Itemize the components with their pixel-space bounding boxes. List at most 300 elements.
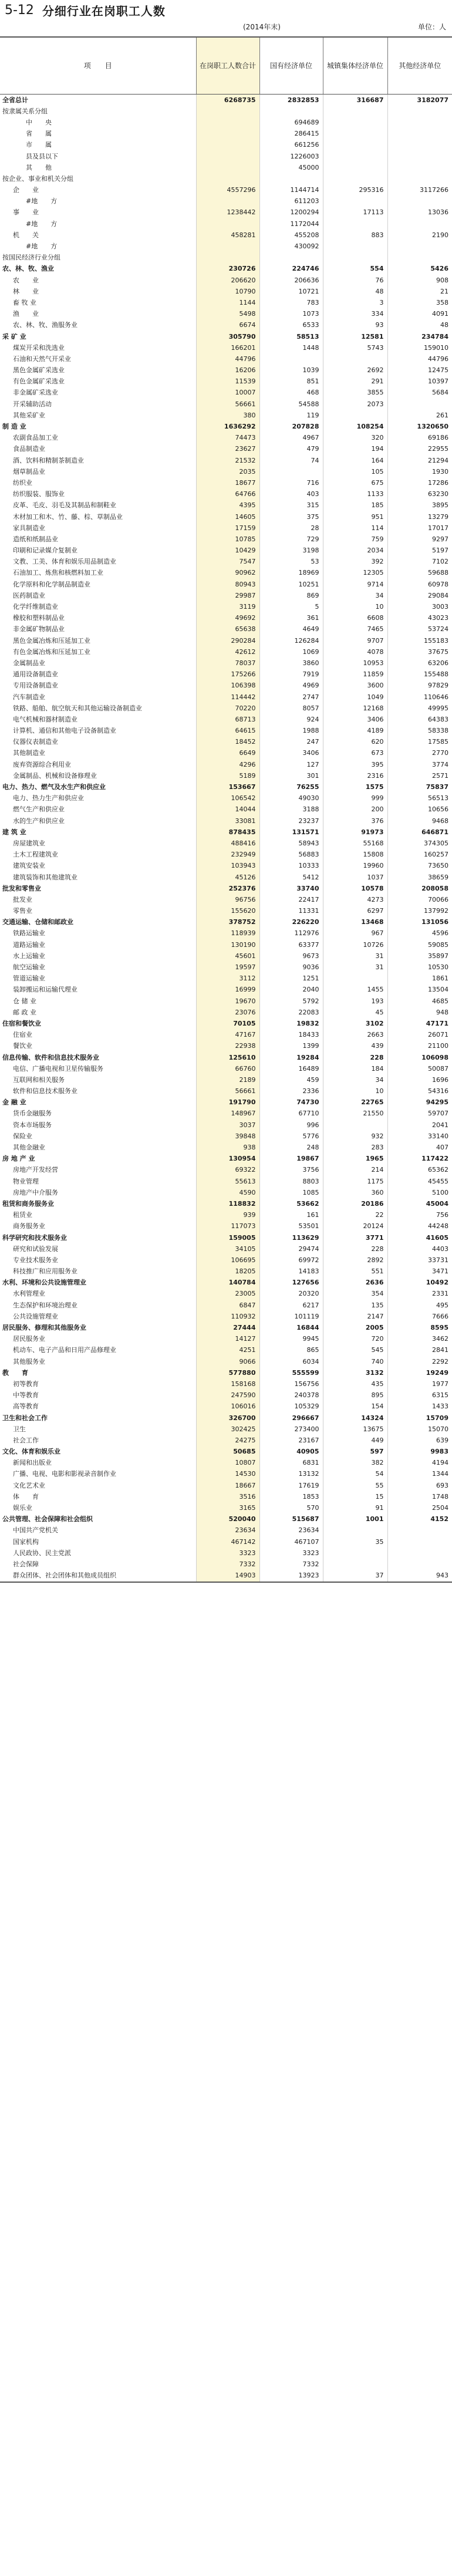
cell-other: 2571 — [387, 770, 452, 781]
cell-total: 22938 — [196, 1041, 259, 1052]
cell-total: 68713 — [196, 714, 259, 725]
cell-other: 261 — [387, 410, 452, 421]
cell-collective — [323, 1525, 387, 1536]
cell-total: 290284 — [196, 635, 259, 646]
cell-total: 4296 — [196, 759, 259, 770]
row-label: 租赁和商务服务业 — [2, 1199, 54, 1208]
cell-other: 1320650 — [387, 421, 452, 432]
cell-state: 112976 — [259, 928, 323, 939]
cell-collective: 4273 — [323, 894, 387, 905]
cell-total: 45601 — [196, 950, 259, 962]
cell-collective: 2147 — [323, 1311, 387, 1322]
cell-collective: 9714 — [323, 579, 387, 590]
cell-collective — [323, 162, 387, 173]
cell-collective: 291 — [323, 376, 387, 387]
cell-collective: 883 — [323, 230, 387, 241]
row-label: 卫生 — [13, 1425, 26, 1433]
cell-total: 64615 — [196, 726, 259, 737]
cell-other: 3471 — [387, 1266, 452, 1277]
cell-total: 49692 — [196, 613, 259, 624]
row-label: 科技推广和应用服务业 — [13, 1267, 77, 1276]
cell-collective: 3 — [323, 297, 387, 308]
table-row — [0, 703, 452, 714]
cell-total: 155620 — [196, 906, 259, 917]
cell-collective: 334 — [323, 309, 387, 320]
cell-total: 70220 — [196, 703, 259, 714]
row-label: 农副食品加工业 — [13, 434, 58, 442]
table-row — [0, 1255, 452, 1266]
table-row — [0, 466, 452, 477]
cell-state: 8803 — [259, 1176, 323, 1187]
row-label: 医药制造业 — [13, 591, 45, 599]
cell-state: 63377 — [259, 939, 323, 950]
cell-collective: 597 — [323, 1447, 387, 1458]
table-row — [0, 1289, 452, 1300]
cell-state: 53662 — [259, 1198, 323, 1209]
cell-total: 110932 — [196, 1311, 259, 1322]
cell-total: 18205 — [196, 1266, 259, 1277]
cell-collective: 3771 — [323, 1232, 387, 1243]
table-row — [0, 1266, 452, 1277]
row-label: 装卸搬运和运输代理业 — [13, 986, 77, 994]
cell-other: 7666 — [387, 1311, 452, 1322]
row-label: 纺织业 — [13, 478, 32, 487]
cell-other: 110646 — [387, 692, 452, 703]
cell-total: 80943 — [196, 579, 259, 590]
cell-other: 54316 — [387, 1086, 452, 1097]
row-label: 土木工程建筑业 — [13, 851, 58, 859]
cell-collective: 3855 — [323, 387, 387, 399]
row-label: 管道运输业 — [13, 975, 45, 983]
row-label: 水利管理业 — [13, 1290, 45, 1298]
row-label: 石油和天然气开采业 — [13, 355, 71, 363]
cell-total: 1636292 — [196, 421, 259, 432]
table-row — [0, 1469, 452, 1480]
table-row — [0, 726, 452, 737]
table-row — [0, 1131, 452, 1142]
cell-other: 2504 — [387, 1502, 452, 1513]
row-label: 房屋建筑业 — [13, 839, 45, 847]
cell-total: 140784 — [196, 1277, 259, 1289]
row-label: 铁路运输业 — [13, 929, 45, 938]
cell-state: 3860 — [259, 658, 323, 669]
cell-collective: 1455 — [323, 984, 387, 996]
year-note: (2014年末) — [243, 23, 281, 31]
cell-other: 1977 — [387, 1378, 452, 1390]
cell-other: 106098 — [387, 1052, 452, 1063]
cell-other: 1433 — [387, 1401, 452, 1412]
table-row — [0, 635, 452, 646]
cell-other: 63206 — [387, 658, 452, 669]
cell-collective: 554 — [323, 264, 387, 275]
table-row — [0, 433, 452, 444]
row-label: 橡胶和塑料制品业 — [13, 614, 65, 622]
table-row — [0, 185, 452, 196]
header-other: 其他经济单位 — [387, 37, 452, 95]
cell-state: 10721 — [259, 286, 323, 297]
cell-other: 234784 — [387, 331, 452, 342]
cell-state: 16489 — [259, 1063, 323, 1074]
table-row — [0, 815, 452, 827]
table-row — [0, 1165, 452, 1176]
cell-total: 252376 — [196, 883, 259, 894]
cell-collective: 673 — [323, 748, 387, 759]
row-label: 水利、环境和公共设施管理业 — [2, 1279, 86, 1287]
cell-other: 44248 — [387, 1221, 452, 1232]
cell-state: 430092 — [259, 241, 323, 252]
cell-collective: 35 — [323, 1536, 387, 1547]
cell-collective: 3600 — [323, 680, 387, 692]
cell-collective — [323, 973, 387, 984]
cell-state: 361 — [259, 613, 323, 624]
cell-other: 756 — [387, 1210, 452, 1221]
cell-collective: 283 — [323, 1142, 387, 1153]
cell-collective: 22 — [323, 1210, 387, 1221]
cell-total: 488416 — [196, 838, 259, 849]
table-row — [0, 1458, 452, 1469]
row-label: 广播、电视、电影和影视录音制作业 — [13, 1470, 116, 1478]
row-label: 金 融 业 — [2, 1098, 26, 1107]
cell-collective: 76 — [323, 275, 387, 286]
cell-other: 2190 — [387, 230, 452, 241]
cell-other: 3003 — [387, 601, 452, 612]
cell-collective: 895 — [323, 1390, 387, 1401]
table-row — [0, 950, 452, 962]
table-row — [0, 996, 452, 1007]
cell-other: 948 — [387, 1007, 452, 1018]
cell-state: 467107 — [259, 1536, 323, 1547]
cell-other: 17286 — [387, 477, 452, 488]
row-label: 汽车制造业 — [13, 693, 45, 701]
cell-total: 3516 — [196, 1491, 259, 1502]
cell-total: 10785 — [196, 534, 259, 545]
cell-total: 118939 — [196, 928, 259, 939]
cell-other: 64383 — [387, 714, 452, 725]
cell-other: 97829 — [387, 680, 452, 692]
cell-other: 908 — [387, 275, 452, 286]
cell-other: 33140 — [387, 1131, 452, 1142]
cell-total — [196, 252, 259, 264]
cell-state: 76255 — [259, 781, 323, 793]
cell-other: 137992 — [387, 906, 452, 917]
cell-collective: 551 — [323, 1266, 387, 1277]
cell-collective: 10953 — [323, 658, 387, 669]
cell-other: 2331 — [387, 1289, 452, 1300]
table-row — [0, 1412, 452, 1424]
cell-total — [196, 218, 259, 230]
table-row — [0, 1345, 452, 1356]
cell-collective: 545 — [323, 1345, 387, 1356]
row-label: 批发和零售业 — [2, 884, 41, 892]
cell-other: 639 — [387, 1435, 452, 1446]
cell-state: 14183 — [259, 1266, 323, 1277]
cell-state: 5792 — [259, 996, 323, 1007]
row-label: 石油加工、炼焦和核燃料加工业 — [13, 569, 103, 577]
cell-state: 4649 — [259, 624, 323, 635]
cell-other — [387, 399, 452, 410]
cell-state: 729 — [259, 534, 323, 545]
cell-collective: 105 — [323, 466, 387, 477]
cell-state: 2336 — [259, 1086, 323, 1097]
cell-collective — [323, 410, 387, 421]
table-row — [0, 534, 452, 545]
cell-state: 315 — [259, 500, 323, 511]
cell-total: 7332 — [196, 1559, 259, 1570]
cell-state: 7332 — [259, 1559, 323, 1570]
table-row — [0, 1176, 452, 1187]
cell-other: 1344 — [387, 1469, 452, 1480]
cell-other: 1748 — [387, 1491, 452, 1502]
table-row — [0, 1007, 452, 1018]
table-row — [0, 297, 452, 308]
row-label: 黑色金属矿采选业 — [13, 366, 65, 375]
cell-total — [196, 129, 259, 140]
cell-total: 29987 — [196, 590, 259, 601]
cell-total: 44796 — [196, 353, 259, 365]
row-label: 卫生和社会工作 — [2, 1414, 48, 1422]
table-row — [0, 804, 452, 815]
row-label: 航空运输业 — [13, 963, 45, 972]
cell-state: 13923 — [259, 1570, 323, 1582]
cell-other: 208058 — [387, 883, 452, 894]
cell-total: 106398 — [196, 680, 259, 692]
cell-other: 13036 — [387, 207, 452, 218]
cell-state: 1144714 — [259, 185, 323, 196]
cell-total: 4557296 — [196, 185, 259, 196]
row-label: 酒、饮料和精制茶制造业 — [13, 456, 84, 464]
cell-state: 33740 — [259, 883, 323, 894]
row-label: 零售业 — [13, 907, 32, 915]
table-row — [0, 680, 452, 692]
cell-total: 47167 — [196, 1030, 259, 1041]
cell-collective: 228 — [323, 1243, 387, 1255]
table-row — [0, 1300, 452, 1311]
row-label: 煤炭开采和洗选业 — [13, 343, 65, 352]
cell-collective: 54 — [323, 1469, 387, 1480]
cell-collective: 11859 — [323, 669, 387, 680]
cell-collective: 37 — [323, 1570, 387, 1582]
cell-other — [387, 1559, 452, 1570]
row-label: 建筑装饰和其他建筑业 — [13, 873, 77, 881]
cell-total — [196, 140, 259, 151]
table-row — [0, 1401, 452, 1412]
cell-state: 101119 — [259, 1311, 323, 1322]
cell-state: 694689 — [259, 117, 323, 128]
row-label: 燃气生产和供应业 — [13, 805, 65, 814]
row-label: 批发业 — [13, 895, 32, 903]
cell-collective: 1175 — [323, 1176, 387, 1187]
cell-state: 19284 — [259, 1052, 323, 1063]
row-label: 房地产开发经营 — [13, 1166, 58, 1174]
cell-collective — [323, 1120, 387, 1131]
table-row — [0, 173, 452, 184]
row-label: 租赁业 — [13, 1211, 32, 1219]
cell-total: 158168 — [196, 1378, 259, 1390]
cell-collective: 376 — [323, 815, 387, 827]
cell-collective: 2005 — [323, 1322, 387, 1333]
cell-other: 53724 — [387, 624, 452, 635]
table-row — [0, 973, 452, 984]
cell-total: 78037 — [196, 658, 259, 669]
cell-state: 28 — [259, 522, 323, 534]
cell-other: 646871 — [387, 827, 452, 838]
cell-collective: 354 — [323, 1289, 387, 1300]
table-row — [0, 1447, 452, 1458]
table-row — [0, 1334, 452, 1345]
cell-total: 14903 — [196, 1570, 259, 1582]
cell-total: 65638 — [196, 624, 259, 635]
cell-total: 5189 — [196, 770, 259, 781]
cell-other: 3117266 — [387, 185, 452, 196]
cell-other: 2041 — [387, 1120, 452, 1131]
cell-state: 468 — [259, 387, 323, 399]
cell-state: 206636 — [259, 275, 323, 286]
table-row — [0, 714, 452, 725]
row-label: 木材加工和木、竹、藤、棕、草制品业 — [13, 512, 123, 521]
table-row — [0, 1086, 452, 1097]
cell-other: 45004 — [387, 1198, 452, 1209]
cell-state: 2832853 — [259, 95, 323, 106]
cell-other: 2770 — [387, 748, 452, 759]
table-row — [0, 1018, 452, 1029]
cell-total — [196, 106, 259, 117]
table-row — [0, 737, 452, 748]
cell-state: 40905 — [259, 1447, 323, 1458]
row-label: 房地产中介服务 — [13, 1188, 58, 1196]
cell-other: 35897 — [387, 950, 452, 962]
row-label: 水上运输业 — [13, 952, 45, 960]
cell-total: 106695 — [196, 1255, 259, 1266]
cell-total: 878435 — [196, 827, 259, 838]
cell-collective: 932 — [323, 1131, 387, 1142]
cell-collective: 22765 — [323, 1097, 387, 1108]
cell-collective: 31 — [323, 962, 387, 973]
cell-total: 3119 — [196, 601, 259, 612]
table-row — [0, 1198, 452, 1209]
cell-collective: 10 — [323, 601, 387, 612]
table-row — [0, 658, 452, 669]
cell-total: 175266 — [196, 669, 259, 680]
cell-other: 4091 — [387, 309, 452, 320]
cell-collective: 316687 — [323, 95, 387, 106]
cell-state: 1200294 — [259, 207, 323, 218]
table-row — [0, 264, 452, 275]
cell-collective: 108254 — [323, 421, 387, 432]
cell-total: 378752 — [196, 917, 259, 928]
cell-other: 65362 — [387, 1165, 452, 1176]
table-row — [0, 1243, 452, 1255]
cell-collective: 1575 — [323, 781, 387, 793]
cell-state: 6533 — [259, 320, 323, 331]
cell-state: 865 — [259, 1345, 323, 1356]
row-label: 建 筑 业 — [2, 828, 26, 836]
table-row — [0, 252, 452, 264]
row-label: 专用设备制造业 — [13, 682, 58, 690]
cell-other: 15070 — [387, 1424, 452, 1435]
cell-state: 45000 — [259, 162, 323, 173]
cell-state: 515687 — [259, 1514, 323, 1525]
cell-total: 10429 — [196, 545, 259, 557]
cell-collective: 449 — [323, 1435, 387, 1446]
cell-total: 232949 — [196, 849, 259, 861]
row-label: 电力、热力生产和供应业 — [13, 794, 84, 803]
cell-collective — [323, 252, 387, 264]
cell-total: 9066 — [196, 1356, 259, 1367]
table-row — [0, 861, 452, 872]
cell-state: 924 — [259, 714, 323, 725]
table-row — [0, 106, 452, 117]
cell-state: 247 — [259, 737, 323, 748]
cell-other: 38659 — [387, 872, 452, 883]
cell-other: 4685 — [387, 996, 452, 1007]
cell-other: 9297 — [387, 534, 452, 545]
row-label: 计算机、通信和其他电子设备制造业 — [13, 727, 116, 735]
cell-total: 64766 — [196, 489, 259, 500]
cell-state: 996 — [259, 1120, 323, 1131]
cell-state: 301 — [259, 770, 323, 781]
cell-total: 939 — [196, 1210, 259, 1221]
cell-total: 17159 — [196, 522, 259, 534]
cell-state: 375 — [259, 511, 323, 522]
table-row — [0, 827, 452, 838]
cell-other: 17585 — [387, 737, 452, 748]
cell-collective: 34 — [323, 1074, 387, 1085]
table-row — [0, 883, 452, 894]
cell-total: 380 — [196, 410, 259, 421]
cell-collective: 3406 — [323, 714, 387, 725]
cell-state: 3406 — [259, 748, 323, 759]
cell-collective — [323, 117, 387, 128]
unit-note: 单位：人 — [417, 23, 446, 31]
cell-other: 495 — [387, 1300, 452, 1311]
cell-other: 21100 — [387, 1041, 452, 1052]
row-label: 县及县以下 — [26, 152, 58, 160]
cell-other: 13504 — [387, 984, 452, 996]
cell-other — [387, 173, 452, 184]
row-label: 商务服务业 — [13, 1222, 45, 1230]
cell-collective: 31 — [323, 950, 387, 962]
cell-collective: 435 — [323, 1378, 387, 1390]
row-label: 文化、体育和娱乐业 — [2, 1448, 60, 1456]
cell-collective: 184 — [323, 1063, 387, 1074]
row-label: 道路运输业 — [13, 940, 45, 949]
cell-collective: 12305 — [323, 568, 387, 579]
cell-state: 23237 — [259, 815, 323, 827]
table-row — [0, 320, 452, 331]
cell-state: 105329 — [259, 1401, 323, 1412]
cell-state: 7919 — [259, 669, 323, 680]
cell-state: 2747 — [259, 692, 323, 703]
cell-collective: 395 — [323, 759, 387, 770]
row-label: 国家机构 — [13, 1537, 39, 1546]
cell-total: 191790 — [196, 1097, 259, 1108]
cell-other: 41605 — [387, 1232, 452, 1243]
cell-collective: 759 — [323, 534, 387, 545]
cell-collective — [323, 1559, 387, 1570]
cell-collective: 194 — [323, 444, 387, 455]
cell-collective: 439 — [323, 1041, 387, 1052]
cell-state: 53501 — [259, 1221, 323, 1232]
table-row — [0, 241, 452, 252]
cell-other: 63230 — [387, 489, 452, 500]
table-row — [0, 1435, 452, 1446]
table-row — [0, 477, 452, 488]
cell-state: 127656 — [259, 1277, 323, 1289]
cell-total: 90962 — [196, 568, 259, 579]
cell-collective — [323, 196, 387, 207]
row-label: 建筑安装业 — [13, 862, 45, 870]
cell-collective: 360 — [323, 1187, 387, 1198]
